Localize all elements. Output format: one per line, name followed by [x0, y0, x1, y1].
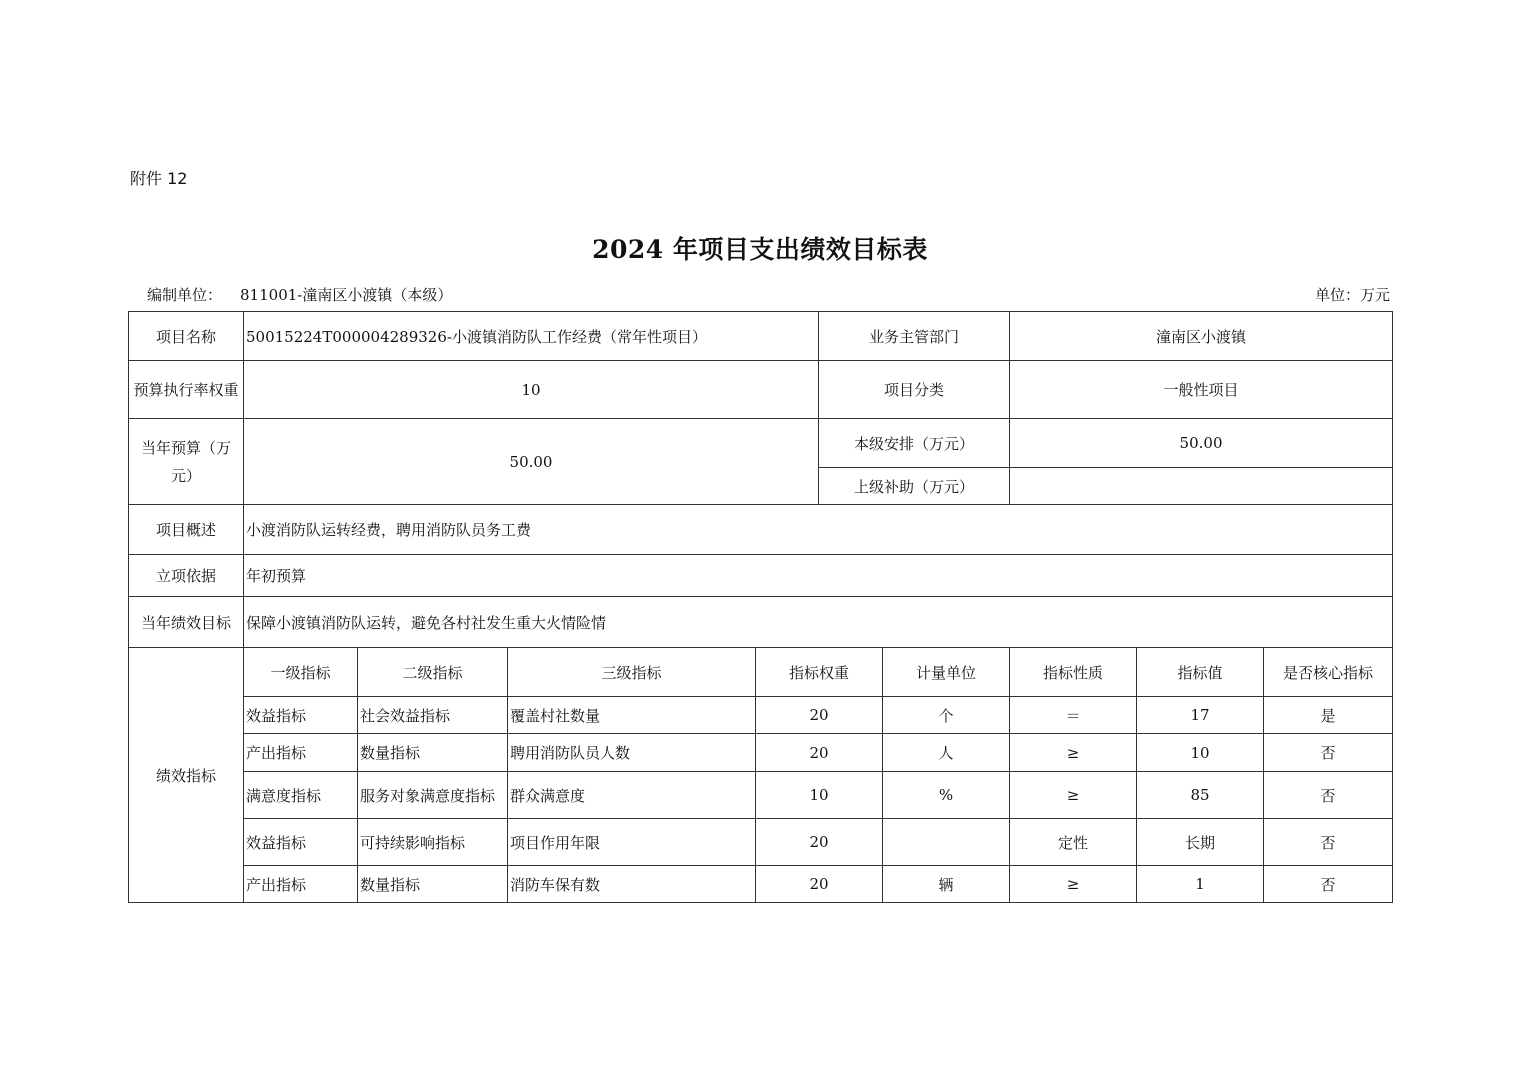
dept-value: 潼南区小渡镇	[1010, 312, 1393, 361]
weight-row	[129, 361, 1393, 419]
unit-cell: 人	[883, 734, 1010, 772]
header-core: 是否核心指标	[1264, 648, 1393, 697]
value-cell: 长期	[1137, 819, 1264, 866]
weight-cell: 10	[756, 772, 883, 819]
table-row	[129, 772, 1393, 819]
level3-cell: 消防车保有数	[508, 866, 756, 903]
level3-cell: 覆盖村社数量	[508, 697, 756, 734]
nature-cell: 定性	[1010, 819, 1137, 866]
header-level2: 二级指标	[358, 648, 508, 697]
goal-value: 保障小渡镇消防队运转，避免各村社发生重大火情险情	[244, 597, 1393, 648]
project-name-label: 项目名称	[129, 312, 244, 361]
core-cell: 否	[1264, 734, 1393, 772]
weight-value: 10	[244, 361, 819, 419]
level1-cell: 效益指标	[244, 819, 358, 866]
nature-cell: ≥	[1010, 772, 1137, 819]
core-cell: 否	[1264, 819, 1393, 866]
indicator-header-row	[129, 648, 1393, 697]
performance-target-table	[128, 311, 1393, 903]
value-cell: 85	[1137, 772, 1264, 819]
basis-value: 年初预算	[244, 555, 1393, 597]
level1-cell: 产出指标	[244, 734, 358, 772]
level3-cell: 群众满意度	[508, 772, 756, 819]
dept-label: 业务主管部门	[819, 312, 1010, 361]
level1-cell: 产出指标	[244, 866, 358, 903]
value-cell: 1	[1137, 866, 1264, 903]
local-funding-value: 50.00	[1010, 419, 1393, 468]
upper-funding-label: 上级补助（万元）	[819, 468, 1010, 505]
basis-label: 立项依据	[129, 555, 244, 597]
weight-cell: 20	[756, 697, 883, 734]
nature-cell: ≥	[1010, 734, 1137, 772]
project-name-row	[129, 312, 1393, 361]
table-row	[129, 819, 1393, 866]
level3-cell: 聘用消防队员人数	[508, 734, 756, 772]
basis-row	[129, 555, 1393, 597]
summary-label: 项目概述	[129, 505, 244, 555]
budget-label: 当年预算（万元）	[129, 419, 244, 505]
summary-row	[129, 505, 1393, 555]
core-cell: 否	[1264, 772, 1393, 819]
level2-cell: 社会效益指标	[358, 697, 508, 734]
nature-cell: ＝	[1010, 697, 1137, 734]
category-label: 项目分类	[819, 361, 1010, 419]
summary-value: 小渡消防队运转经费，聘用消防队员务工费	[244, 505, 1393, 555]
level1-cell: 效益指标	[244, 697, 358, 734]
unit-cell: 个	[883, 697, 1010, 734]
compiling-unit-label: 编制单位：	[147, 286, 223, 304]
attachment-label: 附件 12	[130, 169, 188, 188]
value-cell: 10	[1137, 734, 1264, 772]
compiling-unit-value: 811001-潼南区小渡镇（本级）	[240, 286, 453, 304]
header-nature: 指标性质	[1010, 648, 1137, 697]
local-funding-label: 本级安排（万元）	[819, 419, 1010, 468]
category-value: 一般性项目	[1010, 361, 1393, 419]
level2-cell: 数量指标	[358, 734, 508, 772]
level1-cell: 满意度指标	[244, 772, 358, 819]
upper-funding-value	[1010, 468, 1393, 505]
currency-unit: 单位：万元	[1314, 286, 1390, 304]
goal-label: 当年绩效目标	[129, 597, 244, 648]
weight-cell: 20	[756, 734, 883, 772]
unit-cell: 辆	[883, 866, 1010, 903]
page-title: 2024 年项目支出绩效目标表	[592, 235, 928, 264]
value-cell: 17	[1137, 697, 1264, 734]
goal-row	[129, 597, 1393, 648]
header-unit: 计量单位	[883, 648, 1010, 697]
level2-cell: 数量指标	[358, 866, 508, 903]
budget-value: 50.00	[244, 419, 819, 505]
header-value: 指标值	[1137, 648, 1264, 697]
project-name-value: 50015224T000004289326-小渡镇消防队工作经费（常年性项目）	[244, 312, 819, 361]
table-row	[129, 866, 1393, 903]
unit-cell: %	[883, 772, 1010, 819]
level2-cell: 可持续影响指标	[358, 819, 508, 866]
core-cell: 否	[1264, 866, 1393, 903]
unit-cell	[883, 819, 1010, 866]
header-level1: 一级指标	[244, 648, 358, 697]
nature-cell: ≥	[1010, 866, 1137, 903]
table-row	[129, 734, 1393, 772]
level2-cell: 服务对象满意度指标	[358, 772, 508, 819]
weight-cell: 20	[756, 819, 883, 866]
header-level3: 三级指标	[508, 648, 756, 697]
level3-cell: 项目作用年限	[508, 819, 756, 866]
indicators-label: 绩效指标	[129, 648, 244, 903]
table-row	[129, 697, 1393, 734]
weight-label: 预算执行率权重	[129, 361, 244, 419]
compiling-unit	[147, 284, 452, 305]
budget-row	[129, 419, 1393, 468]
header-weight: 指标权重	[756, 648, 883, 697]
weight-cell: 20	[756, 866, 883, 903]
core-cell: 是	[1264, 697, 1393, 734]
